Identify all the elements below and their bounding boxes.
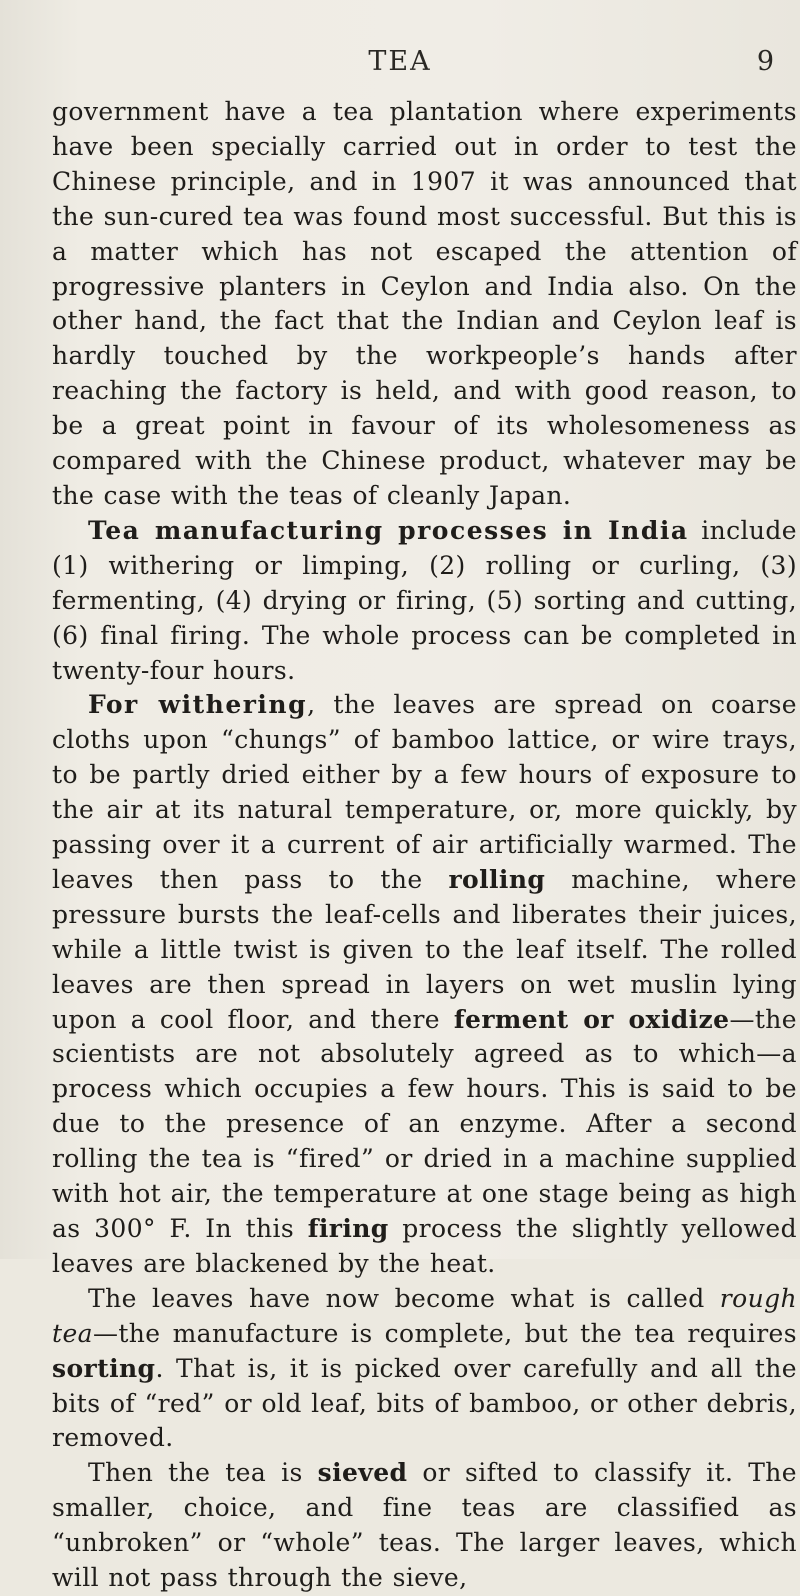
emphasis-firing: firing (307, 1214, 389, 1243)
running-title: TEA (368, 46, 432, 77)
emphasis-rough-tea: rough tea (52, 1283, 797, 1348)
text-segment: include (1) withering or limping, (2) rolling or curling, (3) fermenting, (4) drying or firing, (5) sorting and cutting, (6) final firing. The whole process can be completed in twenty-four hours. (52, 515, 798, 685)
text-segment: The leaves have now become what is called (88, 1283, 720, 1313)
paragraph-sieving (52, 1456, 797, 1596)
text-segment: . That is, it is picked over carefully and all the bits of “red” or old leaf, bits of bamboo, or other debris, removed. (52, 1353, 797, 1453)
text-segment: machine, where pressure bursts the leaf-cells and liberates their juices, while a little twist is given to the leaf itself. The rolled leaves are then spread in layers on wet muslin lying upon a cool floor, and there (52, 864, 797, 1034)
paragraph-manufacturing-processes (52, 514, 797, 689)
body-text (52, 95, 797, 1596)
emphasis-rolling: rolling (448, 864, 546, 894)
emphasis-sorting: sorting (52, 1353, 156, 1383)
page-number: 9 (756, 46, 774, 77)
text-segment: —the manufacture is complete, but the tea requires (92, 1318, 797, 1348)
paragraph-rough-tea (52, 1282, 797, 1457)
text-segment: process the slightly yellowed leaves are blackened by the heat. (52, 1214, 797, 1278)
subheading-for-withering: For withering (88, 690, 308, 720)
paragraph-government-plantation (52, 95, 797, 514)
emphasis-sieved: sieved (317, 1458, 408, 1488)
text-segment: government have a tea plantation where experiments have been specially carried out in order to test the Chinese principle, and in 1907 it was announced that the sun-cured tea was found most successful. But this is a matter which has not escaped the attention of progressive planters in Ceylon and India also. On the other hand, the fact that the Indian and Ceylon leaf is hardly touched by the workpeople’s hands after reaching the factory is held, and with good reason, to be a great point in favour of its wholesomeness as compared with the Chinese product, whatever may be the case with the teas of cleanly Japan. (52, 97, 797, 510)
text-segment: Then the tea is (88, 1458, 318, 1488)
text-segment: or sifted to classify it. The smaller, choice, and fine teas are classified as “unbroken” or “whole” teas. The larger leaves, which will not pass through the sieve, (52, 1458, 797, 1593)
emphasis-ferment-or-oxidize: ferment or oxidize (453, 1004, 730, 1034)
page-header (0, 46, 800, 86)
subheading-tea-manufacturing: Tea manufacturing processes in India (88, 515, 689, 545)
text-segment: —the scientists are not absolutely agreed as to which—a process which occupies a few hours. This is said to be due to the presence of an enzyme. After a second rolling the tea is “fired” or dried in a machine supplied with hot air, the temperature at one stage being as high as 300° F. In this (52, 1004, 797, 1243)
text-segment: , the leaves are spread on coarse cloths upon “chungs” of bamboo lattice, or wire trays, to be partly dried either by a few hours of exposure to the air at its natural temperature, or, more quickly, by passing over it a current of air artificially warmed. The leaves then pass to the (52, 690, 797, 894)
paragraph-withering (52, 688, 797, 1281)
